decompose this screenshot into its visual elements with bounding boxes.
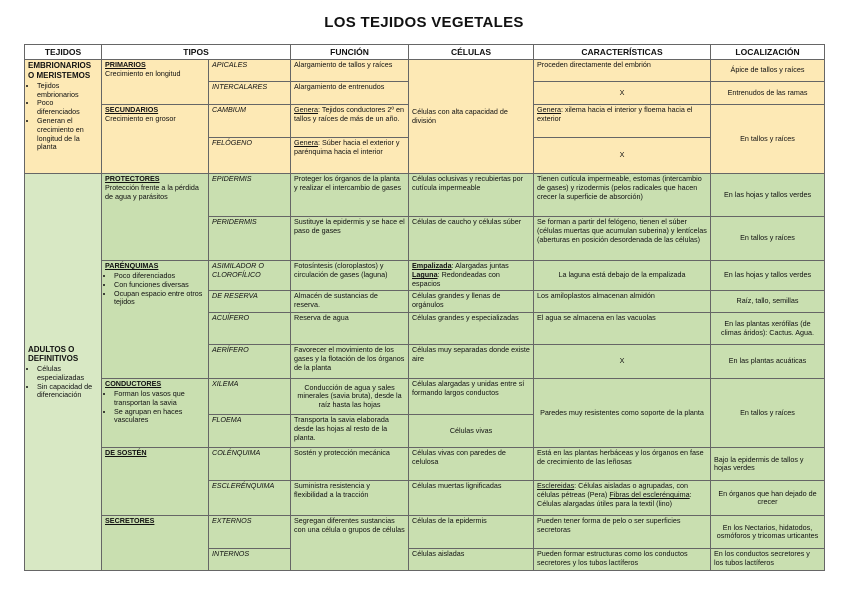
caract-aerifero: X	[534, 345, 711, 379]
tissue-embrionarios: EMBRIONARIOS O MERISTEMOS • Tejidos embrionarios • Poco diferenciados • Generan el crecimiento en longitud de la planta	[25, 60, 102, 174]
type-parenquimas: PARÉNQUIMAS • Poco diferenciados • Con funciones diversas • Ocupan espacio entre otros tejidos	[102, 261, 209, 379]
caract-intercalares: X	[534, 82, 711, 105]
subtype-xilema: XILEMA	[209, 379, 291, 415]
header-localizacion: LOCALIZACIÓN	[711, 45, 825, 60]
funcion-xilema: Conducción de agua y sales minerales (savia bruta), desde la raíz hasta las hojas	[291, 379, 409, 415]
celulas-xilema: Células alargadas y unidas entre sí formando largos conductos	[409, 379, 534, 415]
celulas-asimilador: Empalizada: Alargadas juntas Laguna: Redondeadas con espacios	[409, 261, 534, 291]
type-conductores: CONDUCTORES • Forman los vasos que transportan la savia • Se agrupan en haces vasculares	[102, 379, 209, 448]
celulas-esclerenquima: Células muertas lignificadas	[409, 481, 534, 516]
funcion-felogeno: Genera: Súber hacia el exterior y parénquima hacia el interior	[291, 138, 409, 174]
tissues-table	[24, 44, 825, 571]
caract-esclerenquima: Esclereidas: Células aisladas o agrupadas, con células pétreas (Pera) Fibras del esclerénquima: Células alargadas útiles para la textil (lino)	[534, 481, 711, 516]
celulas-colenquima: Células vivas con paredes de celulosa	[409, 448, 534, 481]
caract-apicales: Proceden directamente del embrión	[534, 60, 711, 82]
subtype-aerifero: AERÍFERO	[209, 345, 291, 379]
subtype-esclerenquima: ESCLERÉNQUIMA	[209, 481, 291, 516]
type-secundarios: SECUNDARIOS Crecimiento en grosor	[102, 105, 209, 174]
celulas-epidermis: Células oclusivas y recubiertas por cutícula impermeable	[409, 174, 534, 217]
celulas-externos: Células de la epidermis	[409, 516, 534, 549]
loc-internos: En los conductos secretores y los tubos lactíferos	[711, 549, 825, 571]
subtype-felogeno: FELÓGENO	[209, 138, 291, 174]
funcion-reserva: Almacén de sustancias de reserva.	[291, 291, 409, 313]
caract-reserva: Los amiloplastos almacenan almidón	[534, 291, 711, 313]
celulas-floema: Células vivas	[409, 415, 534, 448]
table-row	[25, 379, 825, 415]
loc-externos: En los Nectarios, hidatodos, osmóforos y tricomas urticantes	[711, 516, 825, 549]
celulas-embrionarios: Células con alta capacidad de división	[409, 60, 534, 174]
header-row	[25, 45, 825, 60]
funcion-aerifero: Favorecer el movimiento de los gases y la flotación de los órganos de la planta	[291, 345, 409, 379]
funcion-intercalares: Alargamiento de entrenudos	[291, 82, 409, 105]
funcion-esclerenquima: Suministra resistencia y flexibilidad a la tracción	[291, 481, 409, 516]
subtype-floema: FLOEMA	[209, 415, 291, 448]
celulas-aerifero: Células muy separadas donde existe aire	[409, 345, 534, 379]
type-protectores: PROTECTORES Protección frente a la pérdida de agua y parásitos	[102, 174, 209, 261]
table-row	[25, 174, 825, 217]
loc-asimilador: En las hojas y tallos verdes	[711, 261, 825, 291]
caract-asimilador: La laguna está debajo de la empalizada	[534, 261, 711, 291]
loc-intercalares: Entrenudos de las ramas	[711, 82, 825, 105]
subtype-cambium: CAMBIUM	[209, 105, 291, 138]
loc-epidermis: En las hojas y tallos verdes	[711, 174, 825, 217]
tissue-adultos: ADULTOS O DEFINITIVOS • Células especializadas • Sin capacidad de diferenciación	[25, 174, 102, 571]
loc-colenquima: Bajo la epidermis de tallos y hojas verdes	[711, 448, 825, 481]
table-row	[25, 448, 825, 481]
celulas-reserva: Células grandes y llenas de orgánulos	[409, 291, 534, 313]
type-secretores: SECRETORES	[102, 516, 209, 571]
header-caracteristicas: CARACTERÍSTICAS	[534, 45, 711, 60]
subtype-asimilador: ASIMILADOR O CLOROFÍLICO	[209, 261, 291, 291]
subtype-internos: INTERNOS	[209, 549, 291, 571]
caract-epidermis: Tienen cutícula impermeable, estomas (intercambio de gases) y rizodermis (pelos radicales que hacen crecer la superficie de absorción)	[534, 174, 711, 217]
loc-reserva: Raíz, tallo, semillas	[711, 291, 825, 313]
funcion-acuifero: Reserva de agua	[291, 313, 409, 345]
celulas-acuifero: Células grandes y especializadas	[409, 313, 534, 345]
caract-externos: Pueden tener forma de pelo o ser superficies secretoras	[534, 516, 711, 549]
loc-conductores: En tallos y raíces	[711, 379, 825, 448]
header-tejidos: TEJIDOS	[25, 45, 102, 60]
type-sosten: DE SOSTÉN	[102, 448, 209, 516]
funcion-epidermis: Proteger los órganos de la planta y realizar el intercambio de gases	[291, 174, 409, 217]
caract-acuifero: El agua se almacena en las vacuolas	[534, 313, 711, 345]
loc-peridermis: En tallos y raíces	[711, 217, 825, 261]
funcion-secretores: Segregan diferentes sustancias con una célula o grupos de células	[291, 516, 409, 571]
table-row	[25, 60, 825, 82]
caract-conductores: Paredes muy resistentes como soporte de la planta	[534, 379, 711, 448]
funcion-floema: Transporta la savia elaborada desde las hojas al resto de la planta.	[291, 415, 409, 448]
table-row	[25, 261, 825, 291]
funcion-asimilador: Fotosíntesis (cloroplastos) y circulación de gases (laguna)	[291, 261, 409, 291]
subtype-intercalares: INTERCALARES	[209, 82, 291, 105]
loc-acuifero: En las plantas xerófilas (de climas áridos): Cactus. Agua.	[711, 313, 825, 345]
header-tipos: TIPOS	[102, 45, 291, 60]
subtype-epidermis: EPIDERMIS	[209, 174, 291, 217]
header-funcion: FUNCIÓN	[291, 45, 409, 60]
header-celulas: CÉLULAS	[409, 45, 534, 60]
loc-apicales: Ápice de tallos y raíces	[711, 60, 825, 82]
loc-aerifero: En las plantas acuáticas	[711, 345, 825, 379]
funcion-apicales: Alargamiento de tallos y raíces	[291, 60, 409, 82]
subtype-peridermis: PERIDERMIS	[209, 217, 291, 261]
subtype-externos: EXTERNOS	[209, 516, 291, 549]
caract-internos: Pueden formar estructuras como los conductos secretores y los tubos lactíferos	[534, 549, 711, 571]
subtype-acuifero: ACUÍFERO	[209, 313, 291, 345]
loc-secundarios: En tallos y raíces	[711, 105, 825, 174]
caract-colenquima: Está en las plantas herbáceas y los órganos en fase de crecimiento de las leñosas	[534, 448, 711, 481]
page-title: LOS TEJIDOS VEGETALES	[324, 14, 524, 31]
celulas-internos: Células aisladas	[409, 549, 534, 571]
funcion-cambium: Genera: Tejidos conductores 2º en tallos y raíces de más de un año.	[291, 105, 409, 138]
subtype-colenquima: COLÉNQUIMA	[209, 448, 291, 481]
table-row	[25, 516, 825, 549]
subtype-reserva: DE RESERVA	[209, 291, 291, 313]
caract-cambium: Genera: xilema hacia el interior y floema hacia el exterior	[534, 105, 711, 138]
funcion-peridermis: Sustituye la epidermis y se hace el paso de gases	[291, 217, 409, 261]
subtype-apicales: APICALES	[209, 60, 291, 82]
funcion-colenquima: Sostén y protección mecánica	[291, 448, 409, 481]
loc-esclerenquima: En órganos que han dejado de crecer	[711, 481, 825, 516]
type-primarios: PRIMARIOS Crecimiento en longitud	[102, 60, 209, 105]
celulas-peridermis: Células de caucho y células súber	[409, 217, 534, 261]
caract-felogeno: X	[534, 138, 711, 174]
caract-peridermis: Se forman a partir del felógeno, tienen el súber (células muertas que acumulan suberina) y lentícelas (aberturas en posición desordenada de las células)	[534, 217, 711, 261]
